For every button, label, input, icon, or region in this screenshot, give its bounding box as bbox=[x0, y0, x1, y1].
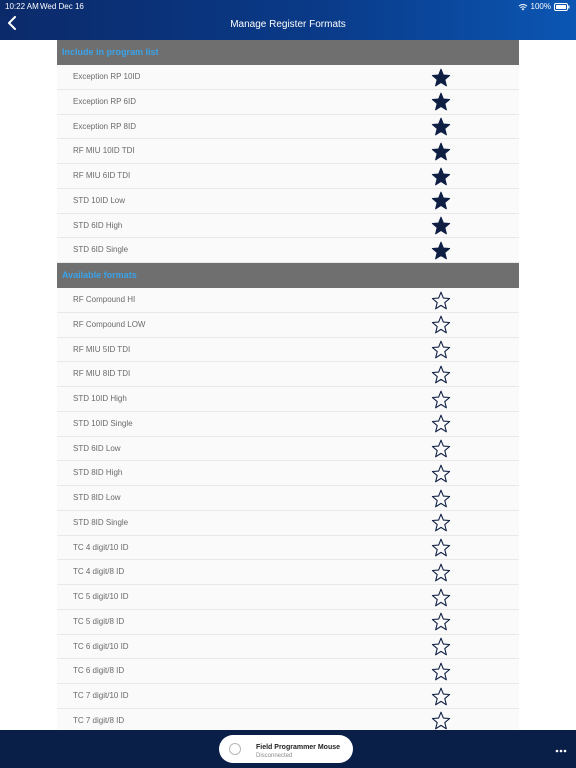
star-outline-icon[interactable] bbox=[431, 365, 451, 383]
format-row bbox=[57, 461, 519, 486]
format-row bbox=[57, 610, 519, 635]
format-label: TC 5 digit/10 ID bbox=[73, 592, 129, 601]
star-outline-icon[interactable] bbox=[431, 489, 451, 507]
format-row bbox=[57, 65, 519, 90]
star-filled-icon[interactable] bbox=[431, 217, 451, 235]
format-row bbox=[57, 238, 519, 263]
page-title: Manage Register Formats bbox=[230, 19, 346, 30]
format-row bbox=[57, 189, 519, 214]
format-label: RF MIU 10ID TDI bbox=[73, 146, 135, 156]
star-outline-icon[interactable] bbox=[431, 341, 451, 359]
battery-percent: 100% bbox=[530, 2, 551, 11]
star-filled-icon[interactable] bbox=[431, 118, 451, 136]
wifi-icon bbox=[518, 3, 528, 11]
format-label: RF MIU 8ID TDI bbox=[73, 369, 131, 379]
format-label: STD 6ID High bbox=[73, 220, 123, 230]
status-date: Wed Dec 16 bbox=[40, 2, 84, 11]
format-label: STD 6ID Low bbox=[73, 443, 121, 453]
format-row bbox=[57, 560, 519, 585]
register-format-list bbox=[57, 40, 519, 734]
star-outline-icon[interactable] bbox=[431, 687, 451, 705]
top-bar bbox=[0, 0, 576, 40]
star-outline-icon[interactable] bbox=[431, 638, 451, 656]
star-outline-icon[interactable] bbox=[431, 390, 451, 408]
format-label: Exception RP 8ID bbox=[73, 121, 136, 131]
star-filled-icon[interactable] bbox=[431, 142, 451, 160]
format-row bbox=[57, 511, 519, 536]
format-label: Exception RP 6ID bbox=[73, 96, 136, 106]
format-label: STD 8ID Single bbox=[73, 517, 129, 527]
format-label: TC 6 digit/10 ID bbox=[73, 641, 129, 651]
format-label: TC 4 digit/8 ID bbox=[73, 567, 125, 577]
star-filled-icon[interactable] bbox=[431, 68, 451, 86]
format-label: STD 10ID Low bbox=[73, 195, 126, 205]
format-label: TC 7 digit/8 ID bbox=[73, 715, 125, 725]
star-outline-icon[interactable] bbox=[431, 464, 451, 482]
format-row bbox=[57, 585, 519, 610]
star-outline-icon[interactable] bbox=[431, 563, 451, 581]
format-row bbox=[57, 635, 519, 660]
format-row bbox=[57, 684, 519, 709]
star-outline-icon[interactable] bbox=[431, 539, 451, 557]
format-label: RF Compound LOW bbox=[73, 319, 146, 329]
format-label: RF MIU 6ID TDI bbox=[73, 171, 131, 180]
format-row bbox=[57, 288, 519, 313]
connection-status-icon bbox=[229, 743, 241, 755]
star-outline-icon[interactable] bbox=[431, 514, 451, 532]
format-label: TC 4 digit/10 ID bbox=[73, 542, 129, 552]
format-label: STD 10ID High bbox=[73, 394, 127, 403]
battery-icon bbox=[554, 3, 570, 11]
format-label: RF MIU 5ID TDI bbox=[73, 344, 131, 354]
format-row bbox=[57, 536, 519, 561]
star-outline-icon[interactable] bbox=[431, 613, 451, 631]
format-row bbox=[57, 659, 519, 684]
device-connection-button[interactable] bbox=[219, 735, 353, 763]
section-header: Available formats bbox=[57, 263, 519, 288]
format-row bbox=[57, 412, 519, 437]
device-name: Field Programmer Mouse bbox=[256, 744, 341, 751]
star-outline-icon[interactable] bbox=[431, 440, 451, 458]
star-outline-icon[interactable] bbox=[431, 712, 451, 730]
format-label: STD 8ID Low bbox=[73, 493, 121, 502]
device-status: Disconnected bbox=[256, 753, 293, 759]
format-label: Exception RP 10ID bbox=[73, 72, 141, 81]
format-row bbox=[57, 164, 519, 189]
more-horizontal-icon bbox=[555, 740, 567, 758]
status-time: 10:22 AM bbox=[5, 2, 39, 11]
format-row bbox=[57, 437, 519, 462]
star-outline-icon[interactable] bbox=[431, 316, 451, 334]
format-row bbox=[57, 362, 519, 387]
format-row bbox=[57, 338, 519, 363]
section-header: Include in program list bbox=[57, 40, 519, 65]
star-filled-icon[interactable] bbox=[431, 93, 451, 111]
format-row bbox=[57, 313, 519, 338]
star-outline-icon[interactable] bbox=[431, 588, 451, 606]
format-label: TC 7 digit/10 ID bbox=[73, 691, 129, 700]
format-row bbox=[57, 214, 519, 239]
star-filled-icon[interactable] bbox=[431, 192, 451, 210]
format-row bbox=[57, 90, 519, 115]
format-row bbox=[57, 387, 519, 412]
star-outline-icon[interactable] bbox=[431, 291, 451, 309]
star-outline-icon[interactable] bbox=[431, 415, 451, 433]
more-button[interactable] bbox=[554, 742, 568, 756]
format-label: STD 6ID Single bbox=[73, 245, 129, 255]
format-label: STD 10ID Single bbox=[73, 418, 133, 428]
star-filled-icon[interactable] bbox=[431, 241, 451, 259]
format-label: STD 8ID High bbox=[73, 468, 123, 478]
format-row bbox=[57, 486, 519, 511]
bottom-bar bbox=[0, 730, 576, 768]
status-indicators bbox=[518, 2, 570, 12]
star-outline-icon[interactable] bbox=[431, 662, 451, 680]
star-filled-icon[interactable] bbox=[431, 167, 451, 185]
format-label: TC 6 digit/8 ID bbox=[73, 666, 125, 676]
format-label: RF Compound HI bbox=[73, 295, 136, 304]
format-row bbox=[57, 115, 519, 140]
format-row bbox=[57, 139, 519, 164]
format-label: TC 5 digit/8 ID bbox=[73, 616, 125, 626]
